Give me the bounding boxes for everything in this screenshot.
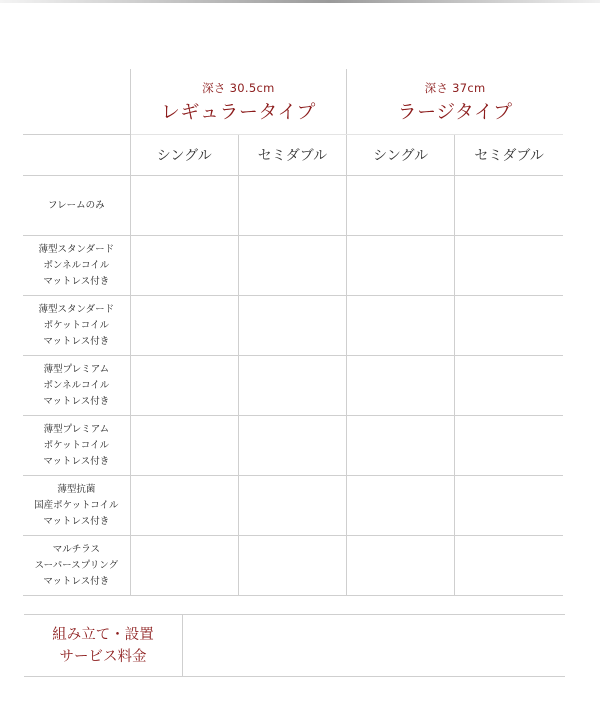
top-accent-bar: [0, 0, 600, 3]
row-label-line: マットレス付き: [43, 455, 110, 467]
table-row: [23, 236, 563, 296]
table-row: [23, 176, 563, 236]
row-label-line: マットレス付き: [43, 275, 110, 287]
price-cell: [455, 296, 563, 356]
row-label-line: マットレス付き: [43, 335, 110, 347]
price-cell: [347, 356, 455, 416]
price-cell: [130, 356, 238, 416]
price-cell: [238, 176, 346, 236]
row-label-line: ポケットコイル: [43, 439, 110, 451]
price-cell: [238, 476, 346, 536]
row-label-line: 薄型プレミアム: [43, 423, 110, 435]
size-header-single: シングル: [130, 135, 238, 176]
size-header-semidouble: セミダブル: [455, 135, 563, 176]
row-label-line: マットレス付き: [43, 395, 110, 407]
price-cell: [347, 236, 455, 296]
row-label-line: ボンネルコイル: [43, 379, 110, 391]
row-label: [23, 356, 130, 416]
price-cell: [130, 476, 238, 536]
row-label-line: マルチラス: [52, 543, 100, 555]
row-label: [23, 536, 130, 596]
table-row: [23, 536, 563, 596]
type-depth: 深さ 37cm: [424, 81, 486, 95]
row-label-line: スーパースプリング: [34, 559, 119, 571]
table-row: [23, 356, 563, 416]
price-cell: [347, 536, 455, 596]
corner-cell: [23, 69, 130, 135]
price-cell: [130, 416, 238, 476]
price-cell: [238, 356, 346, 416]
row-label: [23, 296, 130, 356]
price-cell: [455, 356, 563, 416]
price-cell: [130, 176, 238, 236]
price-cell: [238, 416, 346, 476]
service-fee-section: [24, 614, 565, 677]
price-cell: [238, 536, 346, 596]
type-header-large: [347, 69, 563, 135]
price-cell: [347, 476, 455, 536]
row-label: [23, 236, 130, 296]
price-cell: [455, 176, 563, 236]
row-label-line: 薄型スタンダード: [38, 303, 115, 315]
type-name: ラージタイプ: [397, 101, 513, 123]
row-label-line: マットレス付き: [43, 575, 110, 587]
price-cell: [347, 176, 455, 236]
row-label-line: ポケットコイル: [43, 319, 110, 331]
size-header-single: シングル: [347, 135, 455, 176]
row-label: [23, 176, 130, 236]
row-label-line: 薄型抗菌: [57, 483, 96, 495]
price-cell: [455, 236, 563, 296]
row-label-line: 薄型プレミアム: [43, 363, 110, 375]
service-divider: [182, 615, 183, 676]
row-label: [23, 416, 130, 476]
price-cell: [455, 536, 563, 596]
price-cell: [130, 536, 238, 596]
service-fee-line: 組み立て・設置: [52, 626, 154, 643]
price-cell: [347, 296, 455, 356]
price-table: [23, 69, 563, 596]
type-depth: 深さ 30.5cm: [202, 81, 275, 95]
row-label-line: 薄型スタンダード: [38, 243, 115, 255]
price-cell: [130, 236, 238, 296]
row-label: [23, 476, 130, 536]
row-label-line: 国産ポケットコイル: [34, 499, 119, 511]
size-header-row: [23, 135, 563, 176]
service-fee-label: [24, 615, 182, 676]
table-row: [23, 296, 563, 356]
type-header-row: [23, 69, 563, 135]
table-row: [23, 476, 563, 536]
service-fee-line: サービス料金: [59, 648, 147, 665]
corner-cell: [23, 135, 130, 176]
price-cell: [238, 236, 346, 296]
row-label-line: フレームのみ: [48, 199, 105, 211]
price-cell: [455, 476, 563, 536]
table-row: [23, 416, 563, 476]
type-header-regular: [130, 69, 346, 135]
row-label-line: マットレス付き: [43, 515, 110, 527]
price-cell: [347, 416, 455, 476]
price-cell: [238, 296, 346, 356]
price-cell: [130, 296, 238, 356]
price-cell: [455, 416, 563, 476]
type-name: レギュラータイプ: [160, 101, 316, 123]
size-header-semidouble: セミダブル: [238, 135, 346, 176]
row-label-line: ボンネルコイル: [43, 259, 110, 271]
